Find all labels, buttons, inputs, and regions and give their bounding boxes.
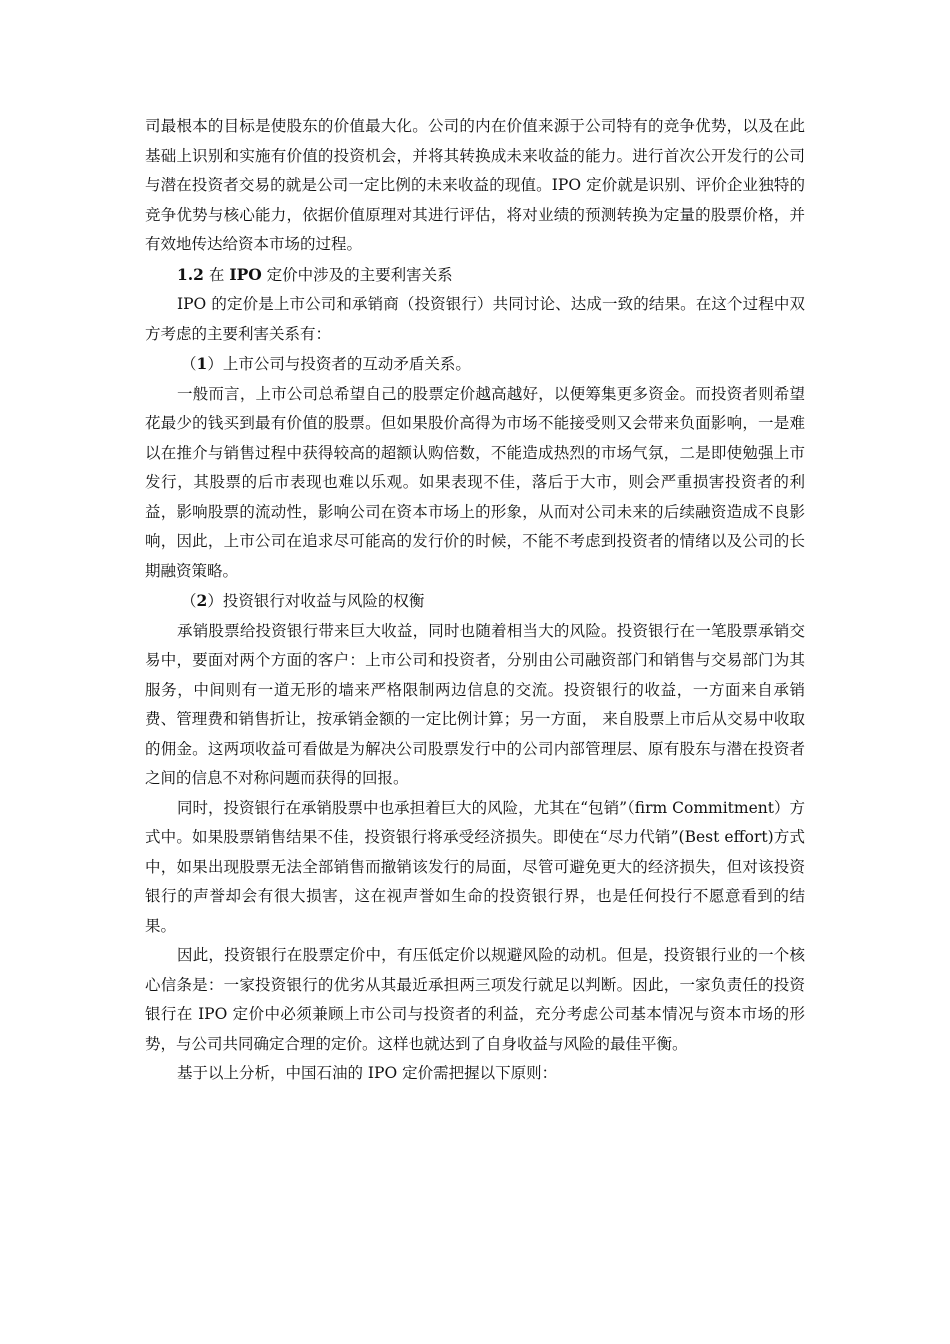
section-heading-post: 定价中涉及的主要利害关系 xyxy=(261,265,453,284)
paragraph-underwriting-income: 承销股票给投资银行带来巨大收益，同时也随着相当大的风险。投资银行在一笔股票承销交易中，要面对两个方面的客户：上市公司和投资者，分别由公司融资部门和销售与交易部门为其服务，中间则有一道无形的墙来严格限制两边信息的交流。投资银行的收益，一方面来自承销费、管理费和销售折让，按承销金额的一定比例计算；另一方面， 来自股票上市后从交易中收取的佣金。这两项收益可看做是为解决公司股票发行中的公司内部管理层、原有股东与潜在投资者之间的信息不对称问题而获得的回报。 xyxy=(145,621,805,787)
paragraph-ipo-pricing: IPO 的定价是上市公司和承销商（投资银行）共同讨论、达成一致的结果。在这个过程中双方考虑的主要利害关系有： xyxy=(145,295,805,343)
section-heading-1-2 xyxy=(145,260,805,291)
document-page xyxy=(145,112,805,1089)
subheading-2-text: ）投资银行对收益与风险的权衡 xyxy=(207,592,425,610)
paragraph-principles-intro: 基于以上分析，中国石油的 IPO 定价需把握以下原则： xyxy=(177,1064,558,1082)
subheading-1-text: ）上市公司与投资者的互动矛盾关系。 xyxy=(207,355,471,373)
subheading-2-open: （ xyxy=(181,592,197,610)
paragraph-company-investor: 一般而言，上市公司总希望自己的股票定价越高越好，以便筹集更多资金。而投资者则希望花最少的钱买到最有价值的股票。但如果股价高得为市场不能接受则又会带来负面影响，一是难以在推介与销售过程中获得较高的超额认购倍数，不能造成热烈的市场气氛，二是即使勉强上市发行，其股票的后市表现也难以乐观。如果表现不佳，落后于大市，则会严重损害投资者的利益，影响股票的流动性，影响公司在资本市场上的形象，从而对公司未来的后续融资造成不良影响，因此，上市公司在追求尽可能高的发行价的时候，不能不考虑到投资者的情绪以及公司的长期融资策略。 xyxy=(145,384,805,580)
section-heading-pre: 在 xyxy=(203,265,230,284)
subheading-1-number: 1 xyxy=(196,354,208,373)
subheading-1-open: （ xyxy=(181,355,197,373)
section-number: 1.2 xyxy=(177,264,204,284)
subheading-2-number: 2 xyxy=(196,591,208,610)
paragraph-intro-continuation: 司最根本的目标是使股东的价值最大化。公司的内在价值来源于公司特有的竞争优势，以及在此基础上识别和实施有价值的投资机会，并将其转换成未来收益的能力。进行首次公开发行的公司与潜在投资者交易的就是公司一定比例的未来收益的现值。IPO 定价就是识别、评价企业独特的竞争优势与核心能力，依据价值原理对其进行评估，将对业绩的预测转换为定量的股票价格，并有效地传达给资本市场的过程。 xyxy=(145,117,805,253)
paragraph-pricing-motive: 因此，投资银行在股票定价中，有压低定价以规避风险的动机。但是，投资银行业的一个核心信条是：一家投资银行的优劣从其最近承担两三项发行就足以判断。因此，一家负责任的投资银行在 IPO 定价中必须兼顾上市公司与投资者的利益，充分考虑公司基本情况与资本市场的形势，与公司共同确定合理的定价。这样也就达到了自身收益与风险的最佳平衡。 xyxy=(145,946,805,1053)
subheading-2 xyxy=(145,586,805,617)
paragraph-underwriting-risk: 同时，投资银行在承销股票中也承担着巨大的风险，尤其在“包销”（firm Commitment）方式中。如果股票销售结果不佳，投资银行将承受经济损失。即使在“尽力代销”(Best effort)方式中，如果出现股票无法全部销售而撤销该发行的局面，尽管可避免更大的经济损失，但对该投资银行的声誉却会有很大损害，这在视声誉如生命的投资银行界，也是任何投行不愿意看到的结果。 xyxy=(145,798,805,935)
subheading-1 xyxy=(145,349,805,380)
section-heading-ipo: IPO xyxy=(229,264,262,284)
